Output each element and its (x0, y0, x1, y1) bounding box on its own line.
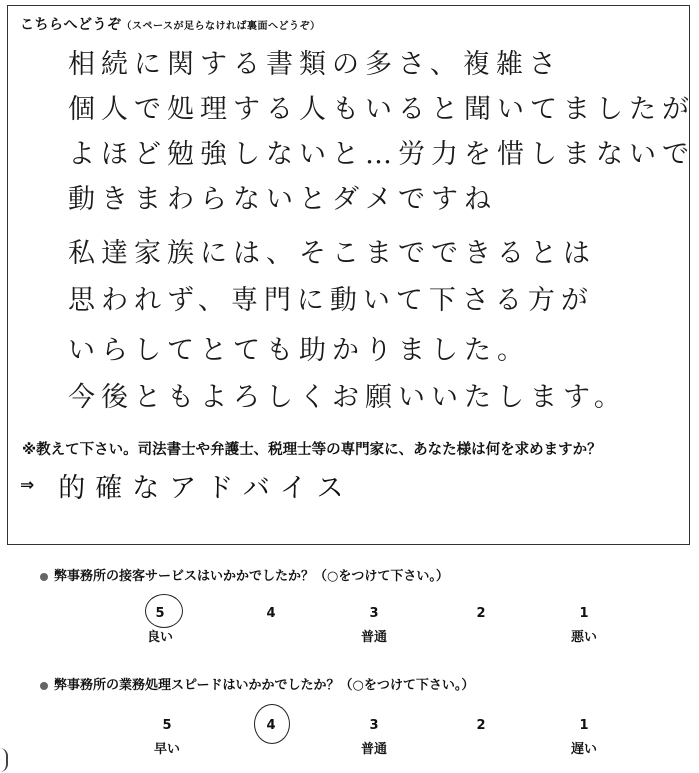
rating-option-5[interactable] (130, 606, 190, 645)
rating-label: 早い (153, 742, 180, 757)
rating-option-3[interactable] (344, 606, 404, 645)
rating-number: 5 (155, 606, 165, 621)
speed-option-5[interactable] (137, 718, 197, 757)
rating-label: 悪い (570, 630, 597, 645)
bullet-icon (40, 573, 48, 581)
heading-text: こちらへどうぞ (20, 17, 122, 33)
survey-question-text: 弊事務所の業務処理スピードはいかかでしたか？（○をつけて下さい。） (54, 678, 475, 693)
rating-number: 5 (162, 718, 172, 733)
rating-label: 普通 (360, 630, 387, 645)
rating-label: 遅い (570, 742, 597, 757)
handwritten-line: よほど勉強しないと…労力を惜しまないで (68, 139, 695, 170)
rating-option-4[interactable] (241, 606, 301, 642)
heading-note: （スペースが足らなければ裏面へどうぞ） (121, 21, 321, 32)
speed-option-4[interactable] (241, 718, 301, 754)
bullet-icon (40, 682, 48, 690)
speed-option-1[interactable] (554, 718, 614, 757)
rating-label (241, 738, 301, 754)
handwritten-line: 思われず、専門に動いて下さる方が (68, 285, 594, 316)
rating-option-1[interactable] (554, 606, 614, 645)
rating-label: 良い (146, 630, 173, 645)
rating-number: 3 (369, 718, 379, 733)
rating-label (451, 626, 511, 642)
speed-option-3[interactable] (344, 718, 404, 757)
rating-label: 普通 (360, 742, 387, 757)
rating-number: 1 (579, 606, 589, 621)
arrow-icon: ⇒ (20, 475, 35, 496)
rating-option-2[interactable] (451, 606, 511, 642)
handwritten-line: いらしてとても助かりました。 (68, 335, 530, 366)
handwritten-answer: 的確なアドバイス (58, 473, 354, 504)
comment-box (7, 5, 695, 545)
rating-number: 3 (369, 606, 379, 621)
rating-number: 4 (266, 718, 276, 733)
handwritten-line: 動きまわらないとダメですね (68, 184, 497, 215)
survey-question-speed (40, 674, 474, 693)
scan-edge-mark (0, 748, 8, 772)
rating-number: 1 (579, 718, 589, 733)
rating-label (241, 626, 301, 642)
survey-question-service (40, 565, 449, 584)
handwritten-line: 相続に関する書類の多さ、複雑さ (68, 49, 562, 80)
handwritten-line: 個人で処理する人もいると聞いてましたが (68, 94, 695, 125)
rating-label (451, 738, 511, 754)
rating-number: 2 (476, 718, 486, 733)
comment-box-heading (20, 14, 321, 34)
rating-number: 4 (266, 606, 276, 621)
survey-question-text: 弊事務所の接客サービスはいかかでしたか？（○をつけて下さい。） (54, 569, 449, 584)
handwritten-line: 今後ともよろしくお願いいたします。 (68, 382, 627, 413)
answer-row (20, 466, 353, 505)
speed-option-2[interactable] (451, 718, 511, 754)
rating-number: 2 (476, 606, 486, 621)
handwritten-line: 私達家族には、そこまでできるとは (68, 238, 596, 269)
expert-question: ※教えて下さい。司法書士や弁護士、税理士等の専門家に、あなた様は何を求めますか？ (22, 442, 602, 458)
